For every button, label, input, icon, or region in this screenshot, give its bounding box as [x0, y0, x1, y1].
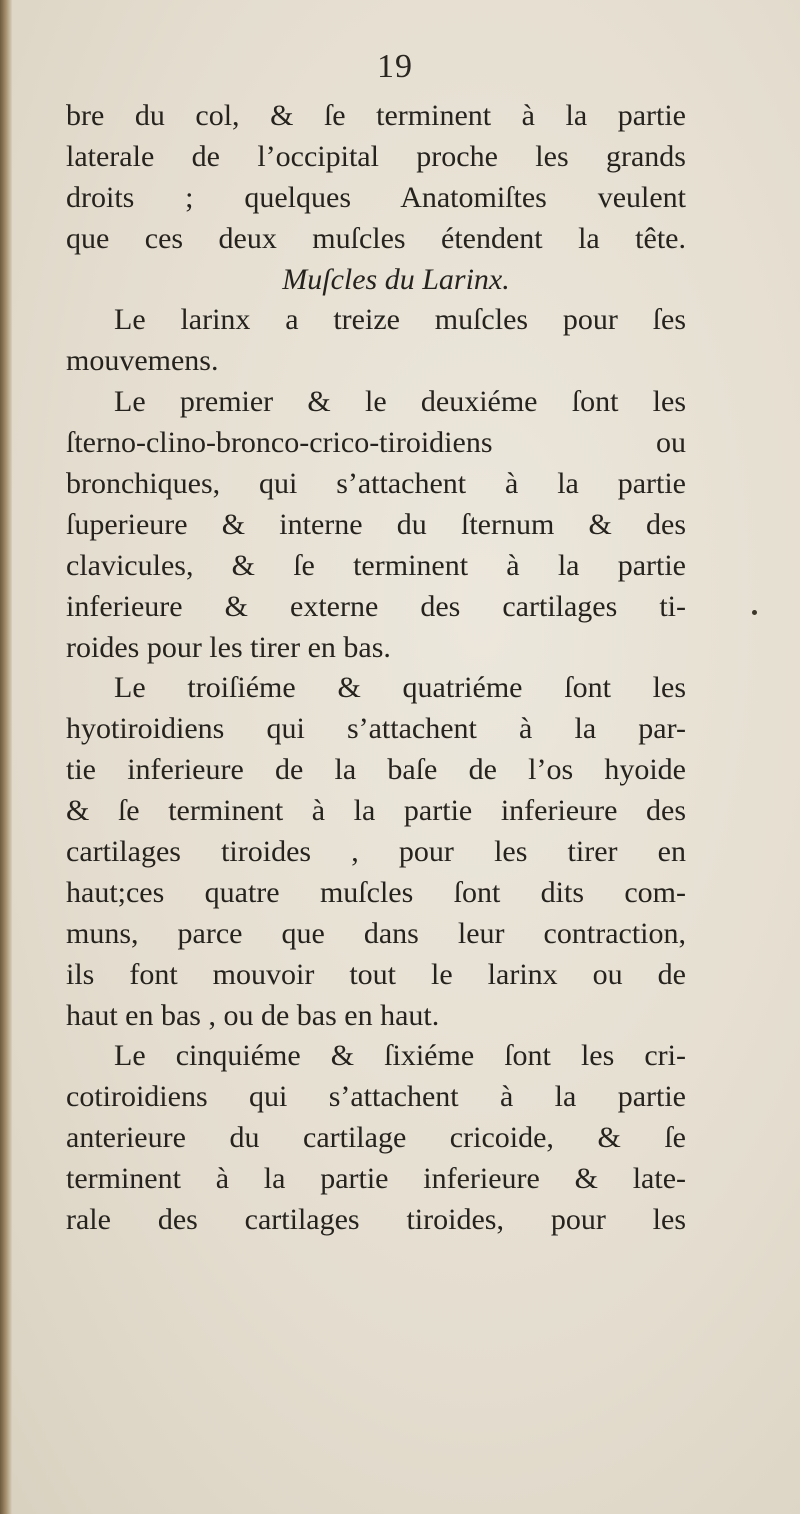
section-heading: Muſcles du Larinx. — [282, 262, 510, 296]
body-text — [66, 96, 686, 1241]
text-line: haut;ces quatre muſcles ſont dits com- — [66, 875, 686, 909]
text-line: tie inferieure de la baſe de l’os hyoide — [66, 753, 686, 787]
text-line: anterieure du cartilage cricoide, & ſe — [66, 1121, 686, 1155]
text-line: mouvemens. — [66, 344, 219, 378]
ink-speck — [752, 610, 757, 615]
text-line: muns, parce que dans leur contraction, — [66, 916, 686, 950]
text-line: inferieure & externe des cartilages ti- — [66, 589, 686, 623]
text-line: rale des cartilages tiroides, pour les — [66, 1203, 686, 1237]
page-number: 19 — [377, 48, 413, 85]
text-line: Le cinquiéme & ſixiéme ſont les cri- — [114, 1039, 686, 1073]
text-line: haut en bas , ou de bas en haut. — [66, 998, 440, 1032]
text-line: Le troiſiéme & quatriéme ſont les — [114, 671, 686, 705]
text-line: que ces deux muſcles étendent la tête. — [66, 221, 686, 255]
text-line: & ſe terminent à la partie inferieure des — [66, 794, 686, 828]
text-line: ſterno-clino-bronco-crico-tiroidiens ou — [66, 426, 686, 460]
text-line: roides pour les tirer en bas. — [66, 630, 391, 664]
text-line: Le larinx a treize muſcles pour ſes — [114, 303, 686, 337]
text-line: droits ; quelques Anatomiſtes veulent — [66, 180, 686, 214]
text-line: bre du col, & ſe terminent à la partie — [66, 99, 686, 132]
text-line: clavicules, & ſe terminent à la partie — [66, 548, 686, 582]
text-line: terminent à la partie inferieure & late- — [66, 1162, 686, 1196]
text-line: laterale de l’occipital proche les grands — [66, 139, 686, 173]
text-line: ſuperieure & interne du ſternum & des — [66, 507, 686, 541]
page-binding-edge — [0, 0, 12, 1514]
text-line: bronchiques, qui s’attachent à la partie — [66, 467, 686, 501]
text-line: ils font mouvoir tout le larinx ou de — [66, 957, 686, 991]
text-line: cotiroidiens qui s’attachent à la partie — [66, 1080, 686, 1114]
text-line: cartilages tiroides , pour les tirer en — [66, 835, 686, 869]
text-line: Le premier & le deuxiéme ſont les — [114, 385, 686, 419]
text-line: hyotiroidiens qui s’attachent à la par- — [66, 712, 686, 746]
